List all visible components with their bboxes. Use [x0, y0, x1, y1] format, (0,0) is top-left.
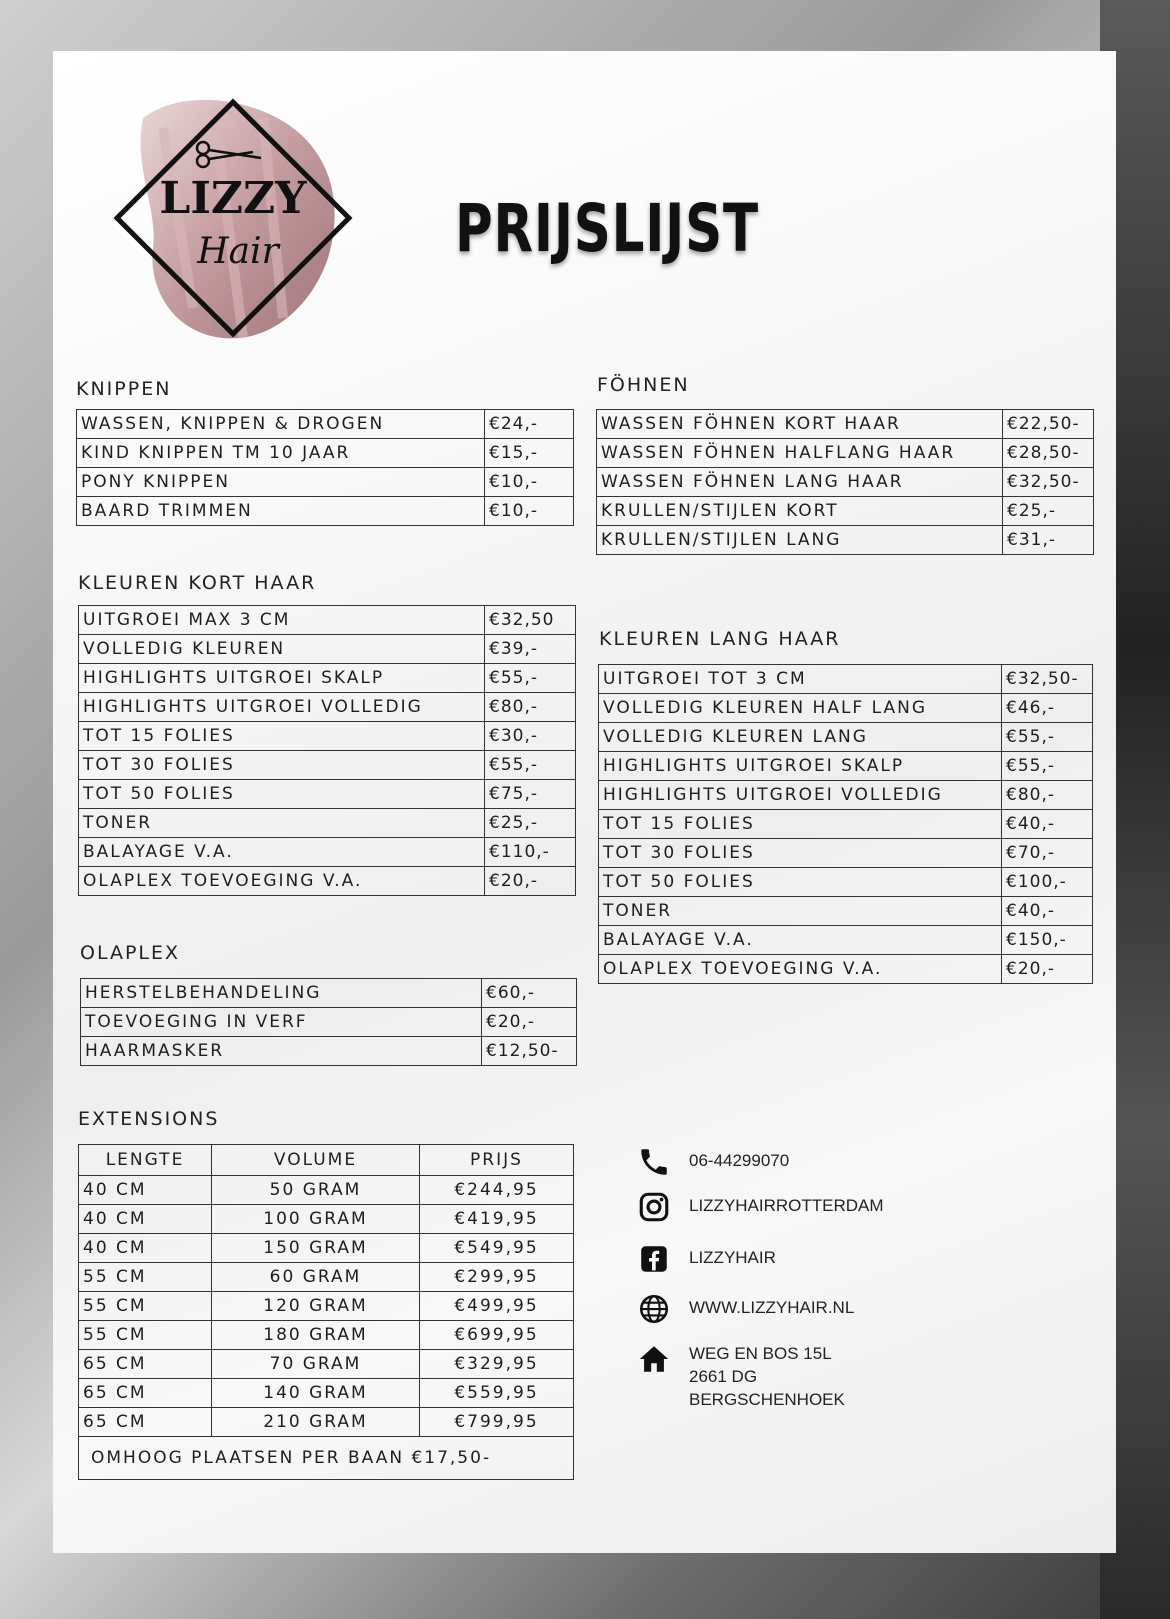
table-row	[79, 1379, 574, 1408]
service-price: €32,50-	[1003, 468, 1094, 497]
service-name: TOT 50 FOLIES	[79, 780, 485, 809]
service-name: HERSTELBEHANDELING	[81, 979, 482, 1008]
globe-icon	[637, 1292, 671, 1326]
table-row	[599, 926, 1093, 955]
service-price: €46,-	[1002, 694, 1093, 723]
service-price: €22,50-	[1003, 410, 1094, 439]
extension-volume: 150 GRAM	[212, 1234, 420, 1263]
service-price: €10,-	[485, 468, 574, 497]
service-price: €30,-	[485, 722, 576, 751]
table-row	[597, 497, 1094, 526]
section-title-kleuren-lang: KLEUREN LANG HAAR	[599, 628, 841, 650]
extension-length: 55 CM	[79, 1263, 212, 1292]
service-name: HIGHLIGHTS UITGROEI SKALP	[79, 664, 485, 693]
table-row	[599, 694, 1093, 723]
table-extensions	[78, 1144, 574, 1480]
table-row	[79, 809, 576, 838]
extension-length: 65 CM	[79, 1408, 212, 1437]
table-row	[79, 1350, 574, 1379]
table-row	[81, 1037, 577, 1066]
lizzy-hair-logo	[103, 88, 363, 358]
extension-volume: 60 GRAM	[212, 1263, 420, 1292]
table-row	[77, 410, 574, 439]
extension-length: 55 CM	[79, 1292, 212, 1321]
service-name: OLAPLEX TOEVOEGING V.A.	[599, 955, 1002, 984]
home-icon	[637, 1342, 671, 1376]
service-price: €80,-	[485, 693, 576, 722]
address-postcode: 2661 DG	[689, 1367, 758, 1386]
table-row	[77, 439, 574, 468]
service-name: TOT 30 FOLIES	[79, 751, 485, 780]
service-price: €39,-	[485, 635, 576, 664]
table-olaplex	[80, 978, 577, 1066]
service-price: €55,-	[485, 751, 576, 780]
table-row	[599, 810, 1093, 839]
extension-price: €244,95	[420, 1176, 574, 1205]
service-name: BAARD TRIMMEN	[77, 497, 485, 526]
extension-length: 40 CM	[79, 1176, 212, 1205]
table-row	[79, 780, 576, 809]
page-title: PRIJSLIJST	[455, 190, 759, 267]
extension-price: €329,95	[420, 1350, 574, 1379]
table-row	[79, 1205, 574, 1234]
service-name: UITGROEI TOT 3 CM	[599, 665, 1002, 694]
extension-price: €299,95	[420, 1263, 574, 1292]
table-row	[597, 410, 1094, 439]
instagram-handle: LIZZYHAIRROTTERDAM	[689, 1196, 884, 1215]
table-row	[599, 839, 1093, 868]
table-row	[597, 526, 1094, 555]
service-name: HIGHLIGHTS UITGROEI VOLLEDIG	[79, 693, 485, 722]
service-price: €110,-	[485, 838, 576, 867]
extension-volume: 120 GRAM	[212, 1292, 420, 1321]
service-price: €25,-	[485, 809, 576, 838]
service-price: €70,-	[1002, 839, 1093, 868]
extension-volume: 100 GRAM	[212, 1205, 420, 1234]
table-row	[79, 664, 576, 693]
address-street: WEG EN BOS 15L	[689, 1344, 832, 1363]
service-name: TOT 15 FOLIES	[599, 810, 1002, 839]
facebook-handle: LIZZYHAIR	[689, 1248, 776, 1267]
service-price: €20,-	[485, 867, 576, 896]
service-name: WASSEN FÖHNEN HALFLANG HAAR	[597, 439, 1003, 468]
table-row	[599, 665, 1093, 694]
service-price: €60,-	[482, 979, 577, 1008]
service-price: €100,-	[1002, 868, 1093, 897]
extension-price: €499,95	[420, 1292, 574, 1321]
section-title-fohnen: FÖHNEN	[597, 374, 690, 396]
extension-volume: 210 GRAM	[212, 1408, 420, 1437]
table-row	[81, 1008, 577, 1037]
service-name: TOT 30 FOLIES	[599, 839, 1002, 868]
table-footer-row	[79, 1437, 574, 1480]
table-kleuren-lang	[598, 664, 1093, 984]
service-name: TONER	[599, 897, 1002, 926]
table-row	[79, 635, 576, 664]
service-name: WASSEN FÖHNEN KORT HAAR	[597, 410, 1003, 439]
section-title-kleuren-kort: KLEUREN KORT HAAR	[78, 572, 317, 594]
service-name: OLAPLEX TOEVOEGING V.A.	[79, 867, 485, 896]
extension-volume: 140 GRAM	[212, 1379, 420, 1408]
phone-number: 06-44299070	[689, 1151, 790, 1170]
service-name: BALAYAGE V.A.	[79, 838, 485, 867]
extension-length: 65 CM	[79, 1379, 212, 1408]
instagram-icon	[637, 1190, 671, 1224]
service-price: €55,-	[485, 664, 576, 693]
logo-wordmark: LIZZY	[159, 173, 307, 224]
service-price: €25,-	[1003, 497, 1094, 526]
table-row	[79, 1408, 574, 1437]
service-name: UITGROEI MAX 3 CM	[79, 606, 485, 635]
extension-price: €699,95	[420, 1321, 574, 1350]
table-row	[79, 1234, 574, 1263]
extension-price: €559,95	[420, 1379, 574, 1408]
section-title-olaplex: OLAPLEX	[80, 942, 181, 964]
table-row	[599, 752, 1093, 781]
website-url: WWW.LIZZYHAIR.NL	[689, 1298, 855, 1317]
service-name: KRULLEN/STIJLEN LANG	[597, 526, 1003, 555]
extension-volume: 70 GRAM	[212, 1350, 420, 1379]
extension-length: 40 CM	[79, 1234, 212, 1263]
service-name: KIND KNIPPEN TM 10 JAAR	[77, 439, 485, 468]
table-row	[81, 979, 577, 1008]
service-name: BALAYAGE V.A.	[599, 926, 1002, 955]
service-name: TONER	[79, 809, 485, 838]
service-price: €32,50	[485, 606, 576, 635]
extension-price: €799,95	[420, 1408, 574, 1437]
service-price: €15,-	[485, 439, 574, 468]
service-name: VOLLEDIG KLEUREN	[79, 635, 485, 664]
table-row	[597, 468, 1094, 497]
service-name: KRULLEN/STIJLEN KORT	[597, 497, 1003, 526]
service-name: TOEVOEGING IN VERF	[81, 1008, 482, 1037]
table-row	[599, 781, 1093, 810]
service-price: €80,-	[1002, 781, 1093, 810]
service-name: PONY KNIPPEN	[77, 468, 485, 497]
section-title-knippen: KNIPPEN	[76, 378, 172, 400]
table-row	[79, 1263, 574, 1292]
extension-volume: 180 GRAM	[212, 1321, 420, 1350]
service-name: TOT 15 FOLIES	[79, 722, 485, 751]
service-name: HIGHLIGHTS UITGROEI SKALP	[599, 752, 1002, 781]
service-price: €12,50-	[482, 1037, 577, 1066]
table-row	[79, 606, 576, 635]
table-row	[77, 497, 574, 526]
service-name: HAARMASKER	[81, 1037, 482, 1066]
extension-price: €419,95	[420, 1205, 574, 1234]
service-price: €75,-	[485, 780, 576, 809]
table-row	[599, 868, 1093, 897]
service-price: €20,-	[482, 1008, 577, 1037]
service-price: €55,-	[1002, 723, 1093, 752]
table-header-row	[79, 1145, 574, 1176]
table-row	[79, 1176, 574, 1205]
service-price: €28,50-	[1003, 439, 1094, 468]
service-name: VOLLEDIG KLEUREN LANG	[599, 723, 1002, 752]
service-price: €31,-	[1003, 526, 1094, 555]
service-price: €24,-	[485, 410, 574, 439]
table-row	[77, 468, 574, 497]
extension-footer-note: OMHOOG PLAATSEN PER BAAN €17,50-	[79, 1437, 574, 1480]
extension-volume: 50 GRAM	[212, 1176, 420, 1205]
table-kleuren-kort	[78, 605, 576, 896]
service-price: €32,50-	[1002, 665, 1093, 694]
address-city: BERGSCHENHOEK	[689, 1390, 845, 1409]
table-fohnen	[596, 409, 1094, 555]
extension-price: €549,95	[420, 1234, 574, 1263]
table-row	[79, 722, 576, 751]
table-row	[79, 1292, 574, 1321]
table-row	[79, 838, 576, 867]
table-knippen	[76, 409, 574, 526]
table-row	[79, 1321, 574, 1350]
table-row	[599, 955, 1093, 984]
service-name: VOLLEDIG KLEUREN HALF LANG	[599, 694, 1002, 723]
service-price: €10,-	[485, 497, 574, 526]
service-name: TOT 50 FOLIES	[599, 868, 1002, 897]
column-header: PRIJS	[420, 1145, 574, 1176]
service-price: €20,-	[1002, 955, 1093, 984]
table-row	[79, 751, 576, 780]
phone-icon	[637, 1145, 671, 1179]
logo-script: Hair	[197, 231, 279, 272]
table-row	[599, 723, 1093, 752]
service-price: €55,-	[1002, 752, 1093, 781]
service-name: WASSEN FÖHNEN LANG HAAR	[597, 468, 1003, 497]
facebook-icon	[637, 1242, 671, 1276]
service-price: €40,-	[1002, 810, 1093, 839]
extension-length: 65 CM	[79, 1350, 212, 1379]
table-row	[79, 867, 576, 896]
section-title-extensions: EXTENSIONS	[78, 1108, 220, 1130]
service-name: HIGHLIGHTS UITGROEI VOLLEDIG	[599, 781, 1002, 810]
table-row	[597, 439, 1094, 468]
extension-length: 40 CM	[79, 1205, 212, 1234]
table-row	[599, 897, 1093, 926]
service-price: €40,-	[1002, 897, 1093, 926]
service-price: €150,-	[1002, 926, 1093, 955]
table-row	[79, 693, 576, 722]
column-header: VOLUME	[212, 1145, 420, 1176]
column-header: LENGTE	[79, 1145, 212, 1176]
extension-length: 55 CM	[79, 1321, 212, 1350]
service-name: WASSEN, KNIPPEN & DROGEN	[77, 410, 485, 439]
